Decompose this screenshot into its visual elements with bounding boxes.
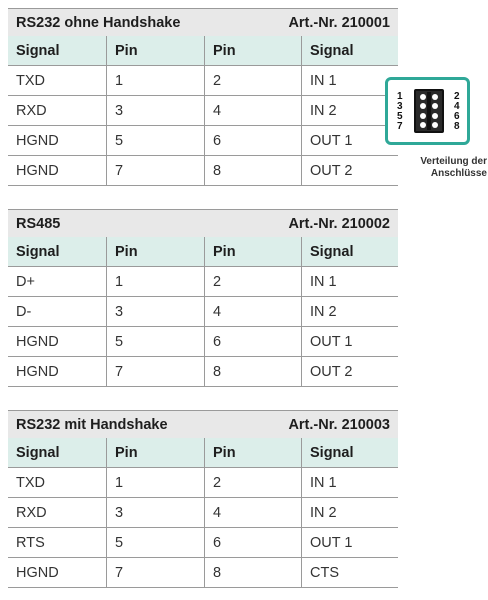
table-row <box>8 498 398 528</box>
table-header-row <box>8 36 398 66</box>
cell-pin: 6 <box>204 126 301 155</box>
table-header-row <box>8 438 398 468</box>
cell-pin: 3 <box>106 297 204 326</box>
cell-pin: 8 <box>204 558 301 587</box>
pin-label: 5 <box>397 111 403 122</box>
cell-signal: IN 1 <box>301 267 398 296</box>
connector-caption <box>405 156 487 180</box>
cell-signal: OUT 2 <box>301 156 398 185</box>
cell-pin: 3 <box>106 498 204 527</box>
header-signal: Signal <box>301 438 398 467</box>
pin-label: 8 <box>454 121 460 132</box>
cell-pin: 7 <box>106 558 204 587</box>
cell-signal: HGND <box>16 333 59 350</box>
cell-pin: 3 <box>106 96 204 125</box>
table-header-row <box>8 237 398 267</box>
cell-signal: RXD <box>16 102 47 119</box>
table-title: RS232 mit Handshake <box>16 416 168 433</box>
cell-pin: 8 <box>204 357 301 386</box>
caption-line: Verteilung der <box>420 156 487 167</box>
table-rs485 <box>8 209 398 387</box>
header-signal: Signal <box>16 444 60 461</box>
cell-signal: HGND <box>16 132 59 149</box>
header-pin: Pin <box>106 438 204 467</box>
cell-pin: 6 <box>204 528 301 557</box>
table-row <box>8 327 398 357</box>
header-pin: Pin <box>106 36 204 65</box>
cell-pin: 5 <box>106 327 204 356</box>
table-row <box>8 66 398 96</box>
cell-signal: IN 2 <box>301 297 398 326</box>
table-row <box>8 528 398 558</box>
cell-pin: 6 <box>204 327 301 356</box>
cell-signal: OUT 2 <box>301 357 398 386</box>
table-rs232-ohne-handshake <box>8 8 398 186</box>
header-pin: Pin <box>106 237 204 266</box>
table-rs232-mit-handshake <box>8 410 398 588</box>
table-title-row <box>8 8 398 36</box>
cell-pin: 7 <box>106 156 204 185</box>
article-number: Art.-Nr. 210001 <box>288 14 390 31</box>
cell-signal: IN 2 <box>301 498 398 527</box>
cell-signal: OUT 1 <box>301 528 398 557</box>
cell-pin: 5 <box>106 528 204 557</box>
table-row <box>8 156 398 186</box>
cell-signal: HGND <box>16 564 59 581</box>
article-number: Art.-Nr. 210002 <box>288 215 390 232</box>
table-title-row <box>8 410 398 438</box>
cell-signal: D+ <box>16 273 35 290</box>
table-row <box>8 96 398 126</box>
cell-pin: 1 <box>106 468 204 497</box>
cell-signal: HGND <box>16 162 59 179</box>
pin-label: 6 <box>454 111 460 122</box>
header-pin: Pin <box>204 36 301 65</box>
header-signal: Signal <box>301 237 398 266</box>
header-signal: Signal <box>16 243 60 260</box>
cell-signal: IN 1 <box>301 468 398 497</box>
pin-label: 2 <box>454 91 460 102</box>
cell-pin: 8 <box>204 156 301 185</box>
cell-signal: RXD <box>16 504 47 521</box>
header-signal: Signal <box>301 36 398 65</box>
cell-pin: 4 <box>204 498 301 527</box>
table-row <box>8 468 398 498</box>
cell-signal: IN 1 <box>301 66 398 95</box>
pin-label: 4 <box>454 101 460 112</box>
connector-pinout-frame <box>385 77 470 145</box>
table-title-row <box>8 209 398 237</box>
table-title: RS485 <box>16 215 61 232</box>
cell-signal: OUT 1 <box>301 327 398 356</box>
article-number: Art.-Nr. 210003 <box>288 416 390 433</box>
pin-label: 3 <box>397 101 403 112</box>
cell-pin: 2 <box>204 267 301 296</box>
cell-signal: OUT 1 <box>301 126 398 155</box>
cell-signal: TXD <box>16 72 45 89</box>
cell-pin: 2 <box>204 468 301 497</box>
cell-pin: 2 <box>204 66 301 95</box>
table-row <box>8 267 398 297</box>
table-row <box>8 126 398 156</box>
caption-line: Anschlüsse <box>430 168 487 179</box>
cell-signal: TXD <box>16 474 45 491</box>
pin-label: 1 <box>397 91 403 102</box>
table-row <box>8 297 398 327</box>
cell-pin: 1 <box>106 267 204 296</box>
table-row <box>8 357 398 387</box>
cell-pin: 4 <box>204 297 301 326</box>
cell-signal: D- <box>16 303 32 320</box>
cell-pin: 5 <box>106 126 204 155</box>
table-row <box>8 558 398 588</box>
table-title: RS232 ohne Handshake <box>16 14 181 31</box>
cell-signal: IN 2 <box>301 96 398 125</box>
header-pin: Pin <box>204 237 301 266</box>
cell-signal: CTS <box>301 558 398 587</box>
header-pin: Pin <box>204 438 301 467</box>
cell-signal: HGND <box>16 363 59 380</box>
terminal-block-icon <box>414 89 444 133</box>
cell-signal: RTS <box>16 534 45 551</box>
cell-pin: 4 <box>204 96 301 125</box>
cell-pin: 7 <box>106 357 204 386</box>
pin-label: 7 <box>397 121 403 132</box>
cell-pin: 1 <box>106 66 204 95</box>
header-signal: Signal <box>16 42 60 59</box>
